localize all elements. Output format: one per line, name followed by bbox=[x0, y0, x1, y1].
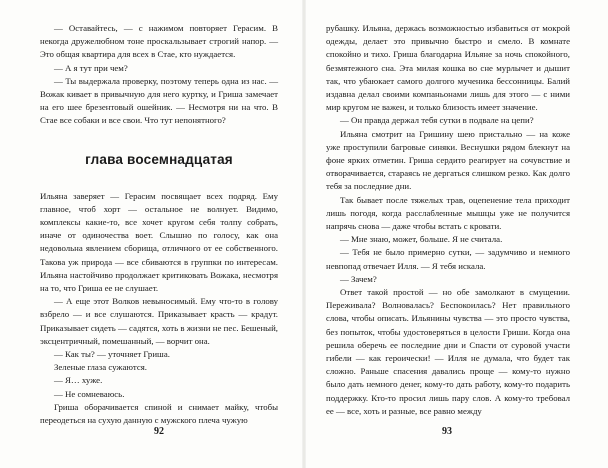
paragraph: — Как ты? — уточняет Гриша. bbox=[54, 349, 170, 360]
right-page bbox=[304, 0, 608, 468]
paragraph: Гриша оборачивается спиной и снимает майку, чтобы переодеться на сухую данную с мужского плеча чужую bbox=[40, 401, 278, 426]
paragraph: — Оставайтесь, — с нажимом повторяет Герасим. В некогда дружелюбном тоне проскальзывает строгий напор. — Это общая квартира для всех в Стае, кто нуждается. bbox=[40, 23, 278, 60]
paragraph: Ильяна смотрит на Гришину шею пристально — на коже уже проступили багровые синяки. Веснушки рядом блекнут на фоне ярких отметин. Гриша сердито реагирует на сочувствие и отворачивается, стараясь не дергаться слишком резко. Как долго тебя за последние дни. bbox=[326, 128, 570, 192]
paragraph: Ответ такой простой — но обе замолкают в смущении. Переживала? Волновалась? Беспокоилась? Нет правильного слова, чтобы описать. Ильянины чувства — это просто чувства, без попыток, чтобы удостоверяться в целости Гриши. Когда она решила оберечь ее последние дни и Спасти от суровой участи гибели — как героически! — Илля не думала, что будет так сложно. Раньше спасения давались проще — кому-то нужно было дать немного денег, кому-то дать работу, кому-то подарить поддержку. Кто-то просил лишь пару слов. А кому-то требовал ее — все, хоть и разные, все равно между bbox=[326, 287, 570, 416]
paragraph: Зеленые глаза сужаются. bbox=[54, 362, 147, 373]
page-number: 92 bbox=[154, 426, 164, 437]
paragraph: — Не сомневаюсь. bbox=[54, 388, 125, 399]
paragraph: Так бывает после тяжелых трав, оцепенение тела приходит лишь погодя, когда расслабленные мышцы уже не получится напрячь снова — даже чтобы встать с кровати. bbox=[326, 194, 570, 232]
paragraph: — Мне знаю, может, больше. Я не считала. bbox=[340, 234, 503, 245]
paragraph: — Тебя не было примерно сутки, — задумчиво и немного невпопад отвечает Илля. — Я тебя искала. bbox=[326, 247, 570, 271]
paragraph: — А еще этот Волков невыносимый. Ему что-то в голову взбрело — и все слушаются. Приказывает красть — крадут. Приказывает сидеть — садятся, хоть в жизни не пес. Бешеный, эксцентричный, помешанный, — ворчит она. bbox=[40, 296, 278, 346]
paragraph: — А я тут при чем? bbox=[54, 62, 128, 73]
left-page-text bbox=[40, 22, 278, 427]
paragraph: — Ты выдержала проверку, поэтому теперь одна из нас. — Вожак кивает в привычную для него куртку, и Гриша замечает на его шее брезентовый ошейник. — Несмотря ни на что. В Стае все собаки и все свои. Что тут непонятного? bbox=[40, 75, 278, 126]
right-page-text bbox=[326, 22, 570, 418]
paragraph: — Я… хуже. bbox=[54, 375, 103, 386]
paragraph: Ильяна заверяет — Герасим посвящает всех подряд. Ему главное, чтоб хорт — остальное не волнует. Видимо, комплексы какие-то, все хочет кругом себя толпу собрать, иначе от одиночества воет. Слышно по голосу, как она недовольна явлением сборища, отличного от ее собственного. Такова уж природа — все сбиваются в группки по интересам. Ильяна настойчиво продолжает критиковать Вожака, несмотря на то, что Гриша ее не слушает. bbox=[40, 190, 278, 294]
paragraph: — Он правда держал тебя сутки в подвале на цепи? bbox=[340, 115, 534, 126]
paragraph: рубашку. Ильяна, держась возможностью избавиться от мокрой одежды, делает это привычно быстро и смело. В комнате спокойно и тихо. Гриша благодарна Ильяне за ночь спокойного, безмятежного сна. Эта милая кошка во сне мурлычет и дышит так, что убаюкает самого долгого мученика бессонницы. Балий издавна делал своими компаньонами лишь для этого — с ними мир кругом не важен, и только близость имеет значение. bbox=[326, 23, 570, 113]
page-number: 93 bbox=[442, 426, 452, 437]
chapter-title: глава восемнадцатая bbox=[85, 151, 233, 167]
paragraph: — Зачем? bbox=[340, 273, 377, 284]
